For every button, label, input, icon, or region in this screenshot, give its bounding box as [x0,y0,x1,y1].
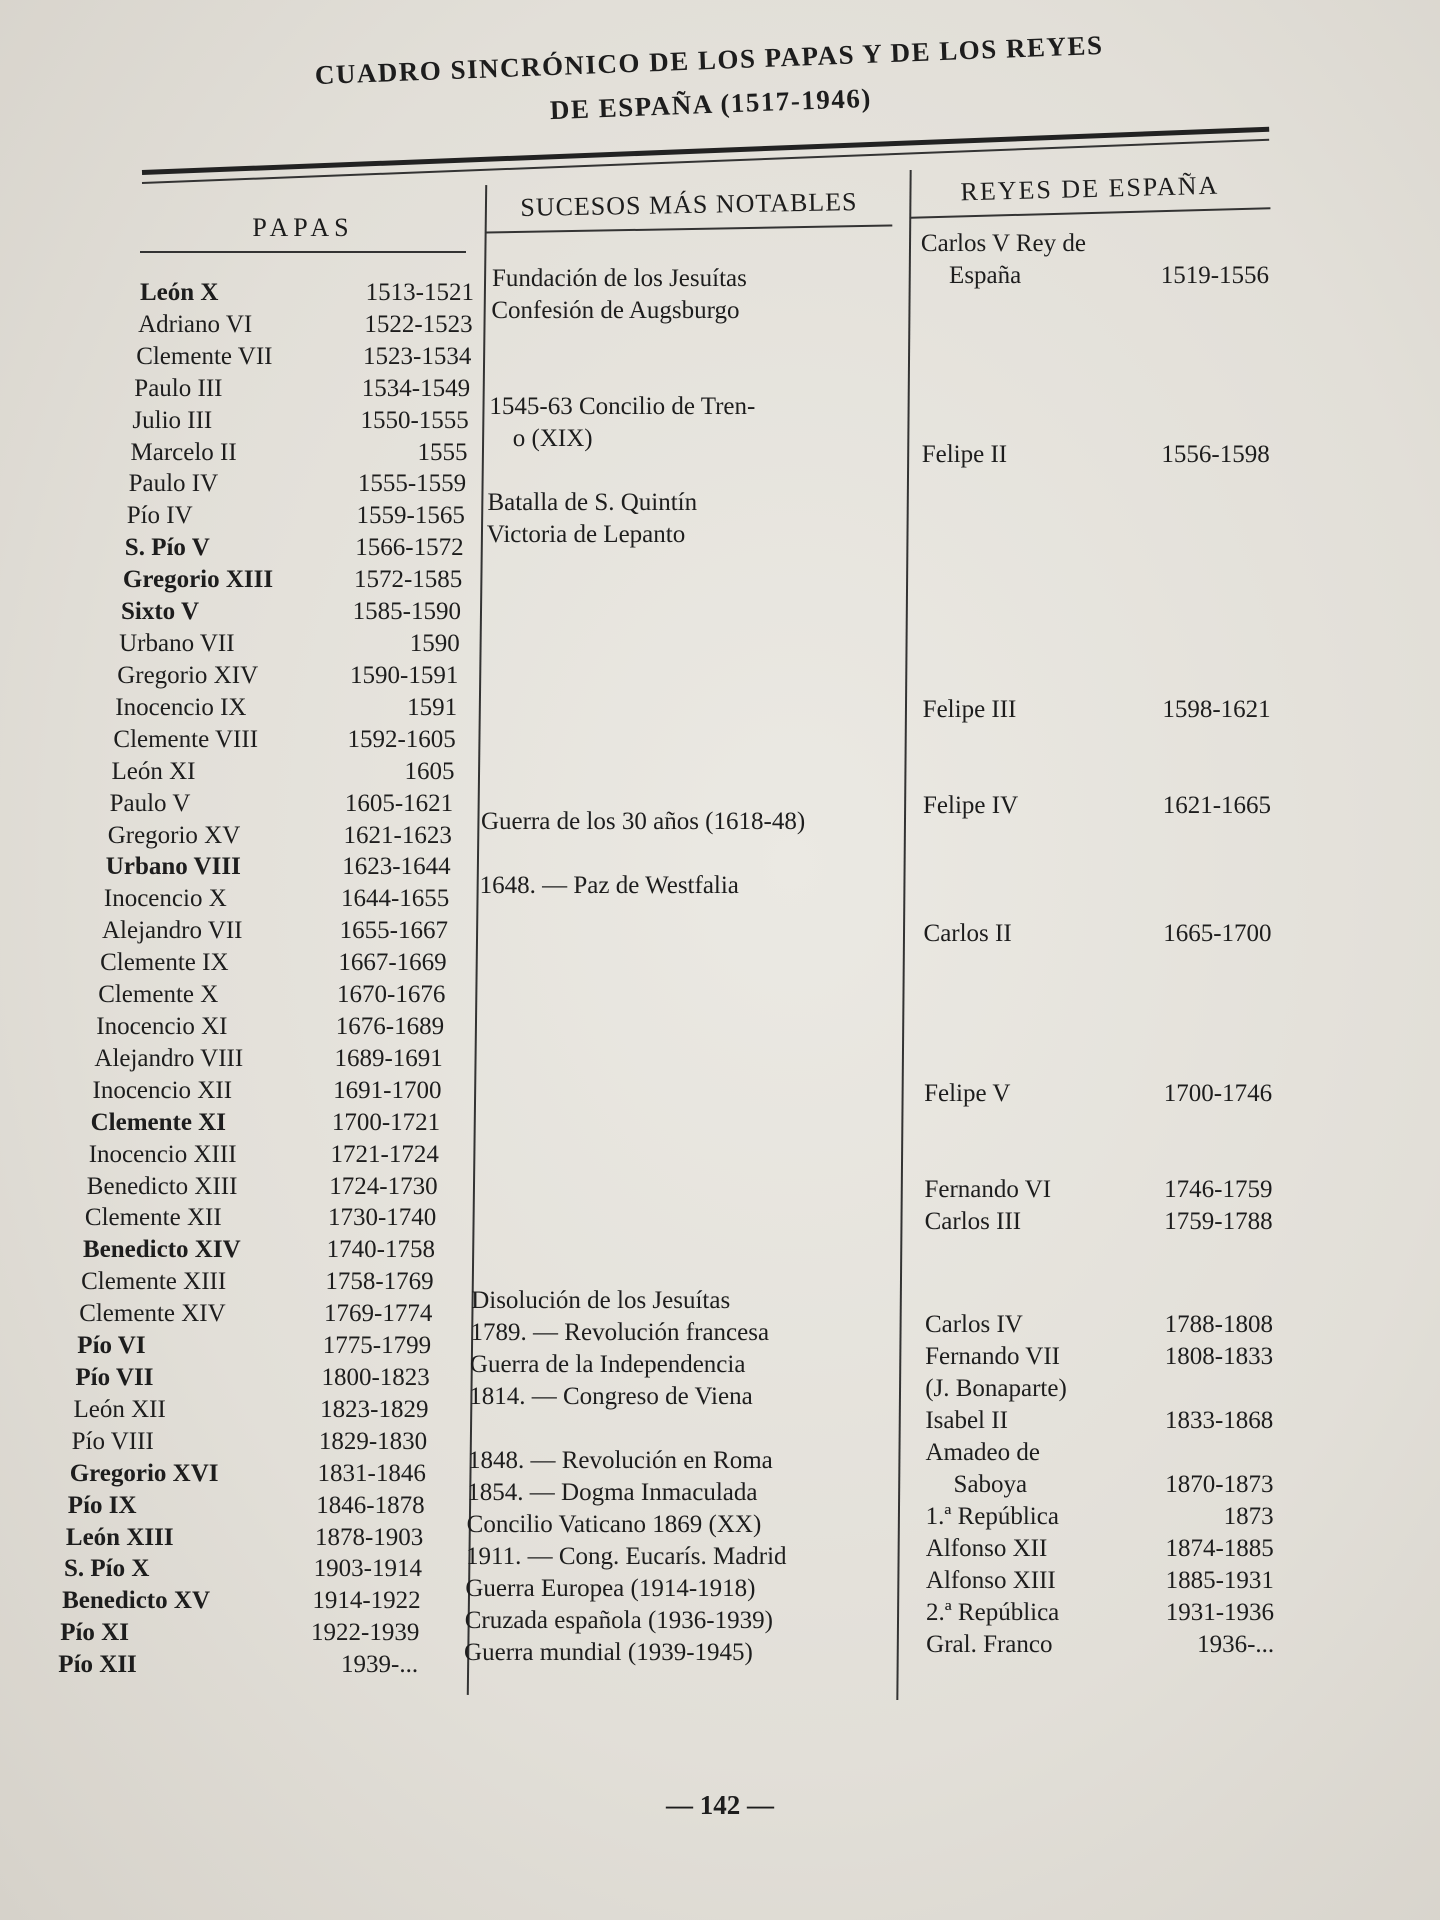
papa-years: 1590 [409,630,460,658]
papa-years: 1676-1689 [335,1012,445,1040]
suceso-item: Guerra mundial (1939-1945) [464,1638,753,1666]
papa-name: S. Pío X [64,1555,150,1583]
papa-name: Pío VI [77,1332,146,1360]
suceso-item: 1814. — Congreso de Viena [469,1383,753,1411]
rey-name: Gral. Franco [926,1630,1053,1658]
rey-years: 1936-... [1197,1630,1275,1658]
papa-years: 1522-1523 [364,310,473,338]
rey-name: Alfonso XIII [925,1566,1056,1594]
suceso-item: Guerra de la Independencia [469,1351,746,1379]
papa-name: Pío VII [75,1364,154,1391]
papa-name: Gregorio XVI [69,1459,219,1487]
rey-years: 1598-1621 [1162,696,1271,724]
papa-name: Pío VIII [71,1427,154,1455]
title-line-2: DE ESPAÑA (1517-1946) [549,82,873,126]
papa-years: 1691-1700 [333,1076,442,1104]
rey-years: 1788-1808 [1164,1311,1273,1339]
papa-name: Pío IX [67,1491,137,1519]
papa-name: Adriano VI [138,310,253,338]
papa-years: 1555-1559 [357,470,467,498]
rey-years: 1621-1665 [1162,792,1272,820]
suceso-item: Confesión de Augsburgo [491,296,740,324]
papa-years: 1534-1549 [361,374,471,402]
rey-years: 1759-1788 [1164,1207,1273,1235]
papa-years: 1523-1534 [363,342,472,370]
rey-name: (J. Bonaparte) [925,1375,1067,1403]
papa-years: 1667-1669 [338,949,447,977]
rey-years: 1874-1885 [1165,1535,1274,1562]
rey-name: Fernando VI [924,1175,1052,1203]
papa-years: 1846-1878 [316,1491,425,1519]
papa-years: 1585-1590 [352,598,461,626]
suceso-item: Victoria de Lepanto [486,520,686,548]
papa-years: 1623-1644 [342,853,451,881]
papa-years: 1592-1605 [347,725,456,753]
rey-years: 1931-1936 [1165,1598,1275,1626]
papa-years: 1572-1585 [353,566,463,594]
papa-name: Alejandro VIII [94,1044,244,1072]
suceso-item: 1848. — Revolución en Roma [467,1447,773,1475]
rey-name: Fernando VII [925,1343,1061,1371]
rey-name: Felipe III [922,696,1017,724]
papa-years: 1939-... [341,1651,419,1679]
papa-years: 1922-1939 [311,1619,420,1647]
papa-years: 1655-1667 [339,917,448,945]
rey-name: Felipe V [924,1079,1011,1107]
papa-name: Benedicto XIII [86,1172,238,1200]
header-papas: PAPAS [140,213,466,253]
papa-years: 1775-1799 [322,1332,432,1360]
papa-name: Inocencio XIII [88,1140,237,1168]
rey-years: 1873 [1223,1503,1274,1531]
papa-years: 1605-1621 [344,789,454,817]
suceso-item: 1648. — Paz de Westfalia [479,872,739,900]
papa-years: 1740-1758 [326,1236,435,1264]
papa-name: Clemente XI [90,1108,226,1136]
papa-name: Inocencio XII [92,1076,233,1104]
title-line-1: CUADRO SINCRÓNICO DE LOS PAPAS Y DE LOS REYES [314,29,1104,91]
papa-years: 1878-1903 [314,1523,424,1551]
suceso-item: 1789. — Revolución francesa [470,1319,770,1347]
rey-name: 1.ª República [925,1503,1059,1531]
papa-name: Pío XI [60,1619,129,1647]
papa-years: 1769-1774 [324,1300,433,1328]
papa-years: 1724-1730 [329,1172,438,1200]
header-reyes: REYES DE ESPAÑA [910,169,1271,218]
papa-name: Clemente X [98,981,219,1009]
suceso-item: Fundación de los Jesuítas [492,265,747,292]
papa-years: 1591 [407,693,458,721]
papa-years: 1590-1591 [350,661,459,689]
papa-name: Paulo V [109,789,191,817]
papa-name: Paulo III [134,374,223,402]
rey-name: Carlos V Rey de [920,229,1086,257]
papa-years: 1689-1691 [334,1044,443,1072]
papa-years: 1721-1724 [330,1140,439,1168]
papa-name: Clemente VIII [113,725,259,753]
papa-name: Inocencio XI [96,1012,228,1040]
papa-name: Urbano VII [119,630,235,658]
papa-name: Clemente IX [100,949,229,977]
papa-name: Clemente XII [84,1204,222,1232]
rey-name: Saboya [953,1471,1028,1499]
suceso-item: o (XIX) [512,424,593,452]
rey-years: 1556-1598 [1161,440,1270,468]
papa-years: 1903-1914 [313,1555,422,1583]
papa-name: León XIII [65,1523,174,1551]
rey-years: 1665-1700 [1163,919,1272,947]
papa-name: Clemente XIV [79,1300,226,1328]
papa-name: Pío IV [126,502,193,530]
suceso-item: Guerra de los 30 años (1618-48) [480,808,806,836]
rey-name: Alfonso XII [925,1535,1048,1562]
papa-name: S. Pío V [124,534,210,562]
suceso-item: Concilio Vaticano 1869 (XX) [466,1511,762,1539]
papa-years: 1823-1829 [320,1395,429,1423]
papa-name: Gregorio XIII [122,566,274,594]
rey-name: 2.ª República [926,1598,1060,1626]
papa-name: Clemente XIII [81,1268,227,1296]
papa-name: Paulo IV [128,470,219,498]
rey-years: 1746-1759 [1164,1175,1273,1203]
page-number: — 142 — [666,1790,774,1820]
papa-name: Inocencio IX [115,693,247,721]
column-divider-2 [896,170,911,1700]
rey-name: España [949,261,1022,289]
papa-years: 1800-1823 [321,1364,430,1391]
suceso-item: Cruzada española (1936-1939) [464,1606,773,1634]
suceso-item: Guerra Europea (1914-1918) [465,1574,756,1602]
rey-name: Amadeo de [925,1439,1040,1467]
papa-years: 1605 [404,757,455,785]
papa-name: Benedicto XIV [83,1236,241,1264]
papa-name: Julio III [132,406,213,434]
rey-years: 1519-1556 [1160,261,1270,289]
suceso-item: 1854. — Dogma Inmaculada [467,1479,758,1507]
rey-name: Felipe II [921,440,1008,468]
rey-years: 1870-1873 [1165,1471,1274,1499]
rey-name: Carlos II [923,919,1012,947]
papa-years: 1670-1676 [337,981,446,1009]
rey-years: 1808-1833 [1164,1343,1274,1371]
suceso-item: 1545-63 Concilio de Tren- [489,392,756,420]
papa-years: 1831-1846 [317,1459,426,1487]
papa-years: 1550-1555 [360,406,469,434]
papa-name: Gregorio XIV [117,661,259,689]
papa-years: 1566-1572 [355,534,464,562]
papa-name: Inocencio X [103,885,227,913]
papa-name: León X [140,279,219,306]
rey-name: Felipe IV [923,792,1019,820]
papa-years: 1555 [417,438,468,466]
rey-years: 1885-1931 [1165,1566,1274,1594]
suceso-item: 1911. — Cong. Eucarís. Madrid [466,1543,787,1570]
papa-years: 1700-1721 [331,1108,441,1136]
papa-name: Sixto V [121,598,200,626]
suceso-item: Disolución de los Jesuítas [471,1287,731,1315]
papa-years: 1559-1565 [356,502,465,530]
papa-name: Marcelo II [130,438,237,466]
rey-name: Carlos IV [924,1311,1023,1339]
papa-years: 1758-1769 [325,1268,434,1296]
papa-years: 1914-1922 [312,1587,421,1615]
papa-years: 1829-1830 [318,1427,428,1455]
papa-years: 1730-1740 [327,1204,437,1232]
papa-name: Gregorio XV [107,821,241,849]
page-title [229,20,1192,145]
papa-name: Urbano VIII [105,853,241,881]
papa-years: 1644-1655 [340,885,450,913]
papa-name: Clemente VII [136,342,273,370]
suceso-item: Batalla de S. Quintín [487,488,698,516]
rey-name: Carlos III [924,1207,1022,1235]
papa-name: Alejandro VII [102,917,243,945]
rey-years: 1833-1868 [1164,1407,1274,1435]
papa-name: León XII [73,1395,166,1423]
papa-name: Pío XII [58,1651,137,1679]
papa-name: León XI [111,757,196,785]
papa-years: 1513-1521 [365,279,474,306]
rey-years: 1700-1746 [1163,1079,1273,1107]
rey-name: Isabel II [925,1407,1008,1435]
papa-name: Benedicto XV [62,1587,210,1615]
header-sucesos: SUCESOS MÁS NOTABLES [486,186,893,233]
papa-years: 1621-1623 [343,821,452,849]
